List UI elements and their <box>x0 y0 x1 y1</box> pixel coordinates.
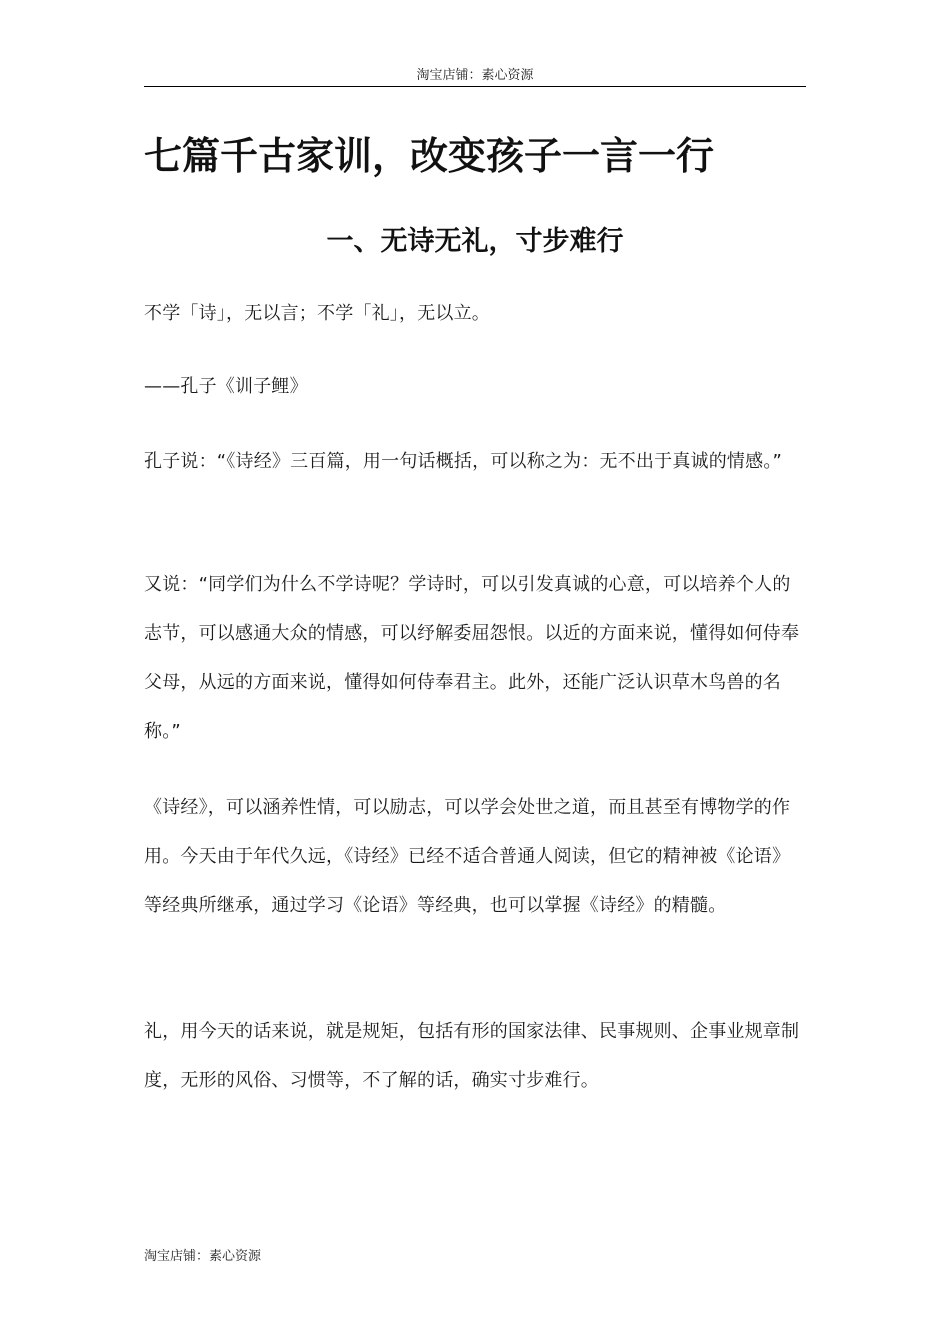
section-heading: 一、无诗无礼，寸步难行 <box>326 226 624 257</box>
quote-source: ——孔子《训子鲤》 <box>144 376 308 397</box>
quote-text: 不学「诗」，无以言；不学「礼」，无以立。 <box>144 303 490 324</box>
page-footer: 淘宝店铺：素心资源 <box>144 1249 262 1264</box>
paragraph-2: 又说：“同学们为什么不学诗呢？学诗时，可以引发真诚的心意，可以培养个人的志节，可以感通大众的情感，可以纾解委屈怨恨。以近的方面来说，懂得如何侍奉父母，从远的方面来说，懂得如何侍奉君主。此外，还能广泛认识草木鸟兽的名称。” <box>144 574 800 742</box>
header-divider <box>144 86 806 87</box>
paragraph-1: 孔子说：“《诗经》三百篇，用一句话概括，可以称之为：无不出于真诚的情感。” <box>144 451 783 472</box>
document-title: 七篇千古家训，改变孩子一言一行 <box>144 134 715 178</box>
paragraph-4: 礼，用今天的话来说，就是规矩，包括有形的国家法律、民事规则、企事业规章制度，无形的风俗、习惯等，不了解的话，确实寸步难行。 <box>144 1021 800 1091</box>
paragraph-3: 《诗经》，可以涵养性情，可以励志，可以学会处世之道，而且甚至有博物学的作用。今天由于年代久远，《诗经》已经不适合普通人阅读，但它的精神被《论语》等经典所继承，通过学习《论语》等经典，也可以掌握《诗经》的精髓。 <box>144 797 791 916</box>
page-header: 淘宝店铺：素心资源 <box>416 68 534 83</box>
